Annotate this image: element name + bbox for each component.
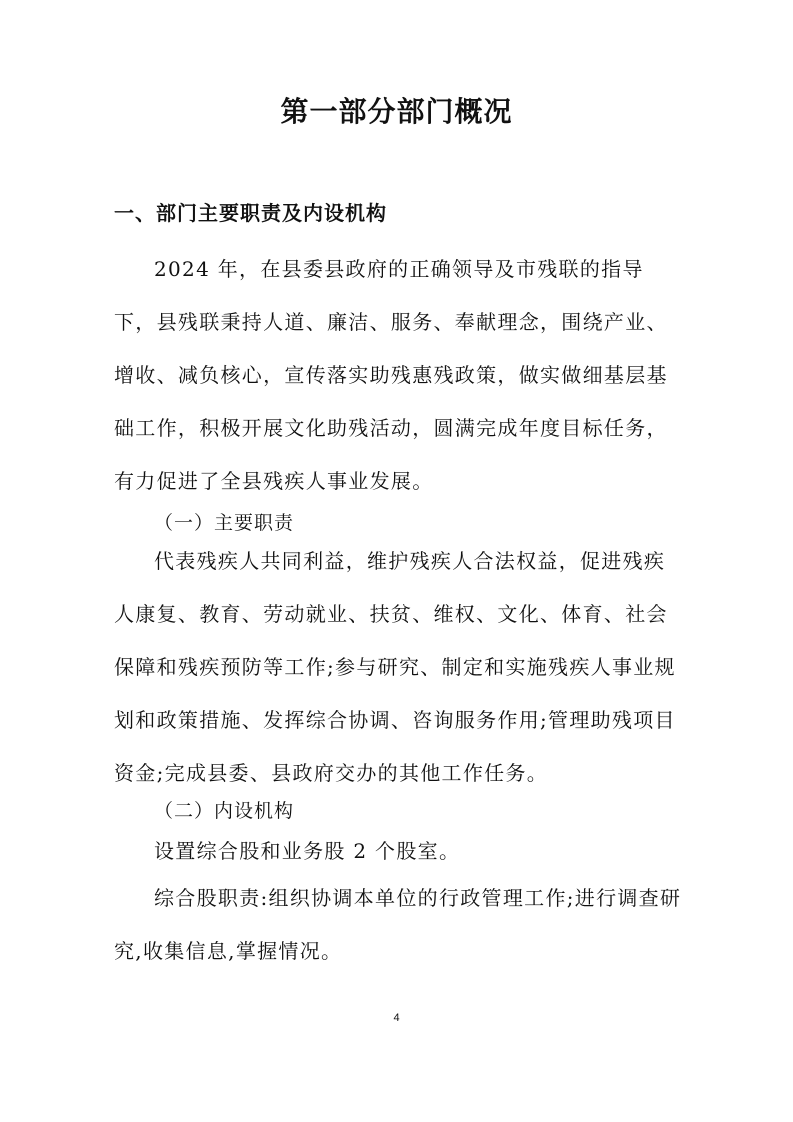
subsection-heading-structure: （二）内设机构 (154, 800, 295, 822)
duties-paragraph: 代表残疾人共同利益，维护残疾人合法权益，促进残疾人康复、教育、劳动就业、扶贫、维权、文化、体育、社会保障和残疾预防等工作;参与研究、制定和实施残疾人事业规划和政策措施、发挥综合协调、咨询服务作用;管理助残项目资金;完成县委、县政府交办的其他工作任务。 (114, 549, 676, 785)
page-title: 第一部分部门概况 (280, 95, 513, 128)
page-number: 4 (393, 1012, 400, 1024)
general-office-paragraph: 综合股职责:组织协调本单位的行政管理工作;进行调查研究,收集信息,掌握情况。 (114, 886, 682, 963)
structure-paragraph: 设置综合股和业务股 2 个股室。 (154, 839, 461, 863)
section-heading-main-duties: 一、部门主要职责及内设机构 (114, 201, 387, 225)
subsection-heading-duties: （一）主要职责 (154, 512, 295, 534)
intro-paragraph: 2024 年，在县委县政府的正确领导及市残联的指导下，县残联秉持人道、廉洁、服务、奉献理念，围绕产业、增收、减负核心，宣传落实助残惠残政策，做实做细基层基础工作，积极开展文化助残活动，圆满完成年度目标任务，有力促进了全县残疾人事业发展。 (114, 257, 668, 493)
